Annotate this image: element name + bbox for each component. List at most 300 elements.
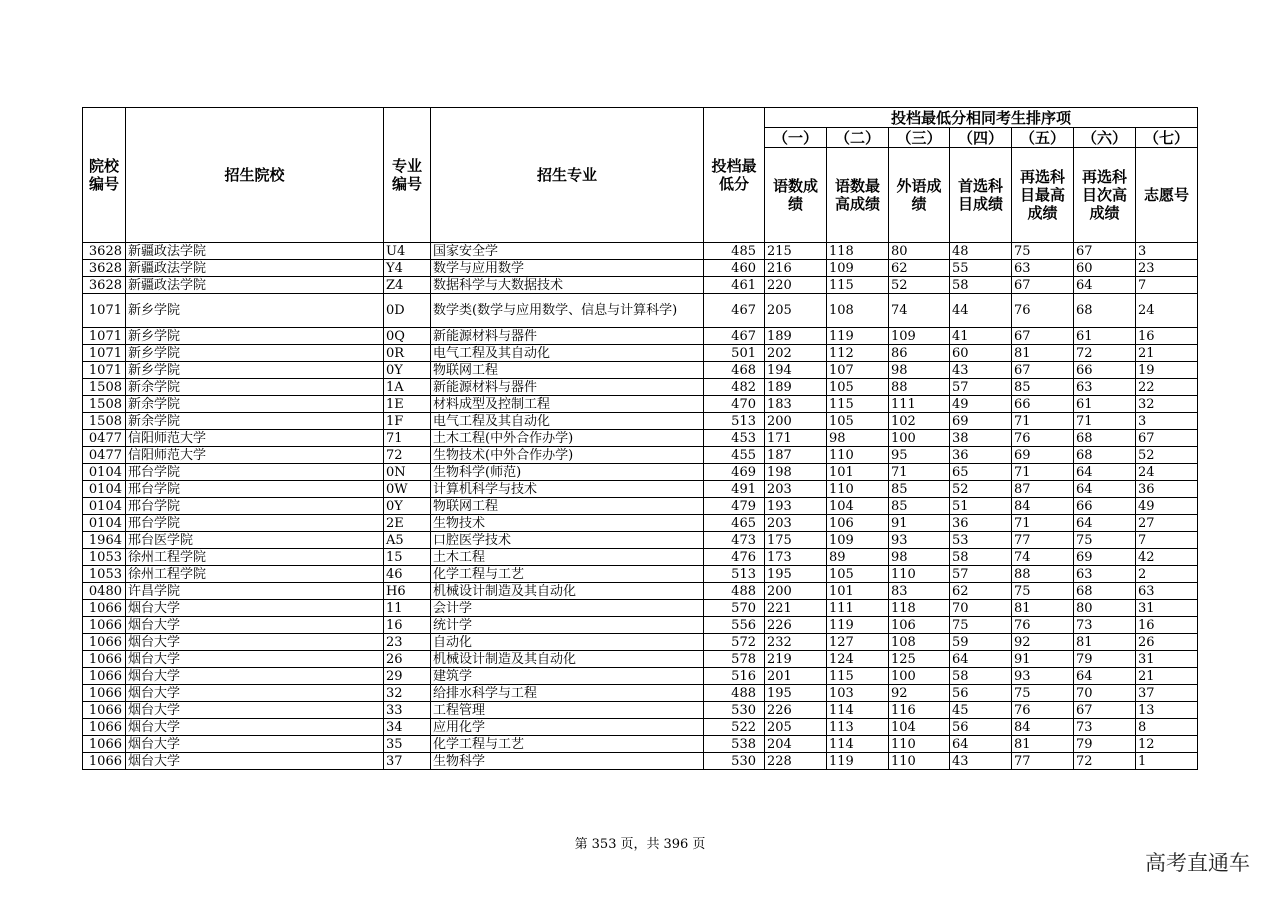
cell-min-score: 461	[704, 277, 765, 294]
cell-min-score: 469	[704, 464, 765, 481]
cell-tie-5: 84	[1012, 498, 1074, 515]
cell-school-code: 0104	[83, 515, 126, 532]
cell-tie-6: 63	[1074, 566, 1136, 583]
cell-major-name: 生物科学(师范)	[431, 464, 704, 481]
cell-tie-3: 83	[889, 583, 950, 600]
cell-min-score: 513	[704, 566, 765, 583]
cell-school-code: 0477	[83, 430, 126, 447]
cell-tie-1: 200	[765, 413, 827, 430]
table-row	[83, 362, 1198, 379]
cell-tie-5: 77	[1012, 532, 1074, 549]
cell-school-code: 3628	[83, 277, 126, 294]
cell-school-code: 0104	[83, 498, 126, 515]
cell-major-name: 生物科学	[431, 753, 704, 770]
cell-tie-1: 216	[765, 260, 827, 277]
cell-tie-3: 88	[889, 379, 950, 396]
cell-tie-1: 171	[765, 430, 827, 447]
cell-tie-7: 49	[1136, 498, 1198, 515]
cell-min-score: 468	[704, 362, 765, 379]
cell-tie-4: 58	[950, 668, 1012, 685]
cell-tie-5: 75	[1012, 243, 1074, 260]
cell-major-code: 0R	[384, 345, 431, 362]
cell-tie-4: 43	[950, 362, 1012, 379]
cell-school-name: 邢台学院	[126, 481, 384, 498]
cell-tie-3: 118	[889, 600, 950, 617]
cell-min-score: 470	[704, 396, 765, 413]
cell-major-name: 材料成型及控制工程	[431, 396, 704, 413]
cell-tie-2: 119	[827, 328, 889, 345]
cell-tie-4: 64	[950, 651, 1012, 668]
cell-tie-3: 125	[889, 651, 950, 668]
cell-tie-5: 93	[1012, 668, 1074, 685]
cell-tie-5: 76	[1012, 702, 1074, 719]
cell-min-score: 556	[704, 617, 765, 634]
cell-school-name: 烟台大学	[126, 702, 384, 719]
cell-tie-2: 105	[827, 413, 889, 430]
cell-tie-3: 74	[889, 294, 950, 328]
cell-tie-4: 45	[950, 702, 1012, 719]
cell-school-code: 1053	[83, 549, 126, 566]
cell-major-code: 0N	[384, 464, 431, 481]
cell-school-name: 新余学院	[126, 379, 384, 396]
cell-min-score: 491	[704, 481, 765, 498]
cell-major-name: 建筑学	[431, 668, 704, 685]
cell-tie-4: 69	[950, 413, 1012, 430]
cell-tie-7: 52	[1136, 447, 1198, 464]
cell-tie-4: 64	[950, 736, 1012, 753]
cell-tie-4: 56	[950, 719, 1012, 736]
cell-min-score: 572	[704, 634, 765, 651]
cell-school-name: 新余学院	[126, 396, 384, 413]
cell-tie-2: 118	[827, 243, 889, 260]
cell-tie-6: 79	[1074, 651, 1136, 668]
cell-min-score: 513	[704, 413, 765, 430]
header-tie-label-5: 再选科目最高成绩	[1012, 148, 1074, 243]
cell-major-code: 34	[384, 719, 431, 736]
cell-tie-3: 104	[889, 719, 950, 736]
cell-tie-4: 53	[950, 532, 1012, 549]
cell-tie-2: 113	[827, 719, 889, 736]
table-row	[83, 277, 1198, 294]
cell-school-name: 邢台医学院	[126, 532, 384, 549]
cell-tie-5: 81	[1012, 600, 1074, 617]
cell-major-code: 26	[384, 651, 431, 668]
cell-tie-2: 109	[827, 260, 889, 277]
table-row	[83, 515, 1198, 532]
cell-tie-7: 32	[1136, 396, 1198, 413]
cell-tie-1: 219	[765, 651, 827, 668]
cell-tie-3: 86	[889, 345, 950, 362]
table-row	[83, 260, 1198, 277]
cell-major-code: 71	[384, 430, 431, 447]
cell-tie-2: 107	[827, 362, 889, 379]
cell-major-name: 新能源材料与器件	[431, 379, 704, 396]
cell-tie-1: 202	[765, 345, 827, 362]
cell-tie-2: 112	[827, 345, 889, 362]
cell-major-code: 15	[384, 549, 431, 566]
cell-school-name: 新乡学院	[126, 294, 384, 328]
cell-tie-2: 119	[827, 617, 889, 634]
cell-school-code: 1053	[83, 566, 126, 583]
header-tie-group: 投档最低分相同考生排序项	[765, 108, 1198, 128]
table-row	[83, 294, 1198, 328]
cell-school-code: 0104	[83, 481, 126, 498]
cell-school-code: 1508	[83, 379, 126, 396]
table-row	[83, 413, 1198, 430]
table-row	[83, 600, 1198, 617]
cell-tie-2: 114	[827, 736, 889, 753]
cell-tie-7: 22	[1136, 379, 1198, 396]
cell-tie-2: 101	[827, 464, 889, 481]
cell-tie-4: 41	[950, 328, 1012, 345]
cell-tie-4: 70	[950, 600, 1012, 617]
cell-tie-4: 57	[950, 379, 1012, 396]
cell-major-name: 生物技术	[431, 515, 704, 532]
table-row	[83, 668, 1198, 685]
cell-min-score: 488	[704, 583, 765, 600]
cell-major-code: 0Y	[384, 498, 431, 515]
cell-tie-6: 64	[1074, 515, 1136, 532]
footer-page-number: 353	[591, 837, 617, 852]
cell-tie-3: 110	[889, 753, 950, 770]
table-row	[83, 464, 1198, 481]
cell-tie-2: 104	[827, 498, 889, 515]
cell-tie-6: 67	[1074, 702, 1136, 719]
cell-tie-2: 124	[827, 651, 889, 668]
cell-tie-5: 91	[1012, 651, 1074, 668]
cell-tie-3: 100	[889, 668, 950, 685]
cell-tie-7: 24	[1136, 294, 1198, 328]
cell-tie-3: 110	[889, 736, 950, 753]
cell-school-name: 烟台大学	[126, 685, 384, 702]
header-school-name: 招生院校	[126, 108, 384, 243]
cell-min-score: 516	[704, 668, 765, 685]
cell-school-code: 1071	[83, 294, 126, 328]
table-row	[83, 345, 1198, 362]
cell-school-code: 1066	[83, 634, 126, 651]
table-row	[83, 430, 1198, 447]
cell-major-code: 1F	[384, 413, 431, 430]
cell-school-name: 烟台大学	[126, 634, 384, 651]
cell-major-code: 0Y	[384, 362, 431, 379]
cell-school-code: 0477	[83, 447, 126, 464]
cell-tie-6: 70	[1074, 685, 1136, 702]
cell-min-score: 467	[704, 328, 765, 345]
cell-tie-1: 183	[765, 396, 827, 413]
cell-major-code: 0W	[384, 481, 431, 498]
table-row	[83, 447, 1198, 464]
header-tie-num-5: （五）	[1012, 128, 1074, 148]
cell-major-code: 37	[384, 753, 431, 770]
cell-major-code: Z4	[384, 277, 431, 294]
cell-school-code: 1071	[83, 362, 126, 379]
cell-tie-5: 66	[1012, 396, 1074, 413]
cell-tie-1: 215	[765, 243, 827, 260]
cell-major-name: 统计学	[431, 617, 704, 634]
cell-tie-7: 42	[1136, 549, 1198, 566]
cell-school-code: 0104	[83, 464, 126, 481]
cell-major-name: 机械设计制造及其自动化	[431, 583, 704, 600]
cell-school-code: 1066	[83, 600, 126, 617]
cell-school-name: 烟台大学	[126, 736, 384, 753]
header-tie-label-6: 再选科目次高成绩	[1074, 148, 1136, 243]
cell-tie-1: 187	[765, 447, 827, 464]
cell-min-score: 570	[704, 600, 765, 617]
cell-tie-7: 7	[1136, 277, 1198, 294]
cell-min-score: 467	[704, 294, 765, 328]
cell-tie-1: 232	[765, 634, 827, 651]
cell-tie-5: 75	[1012, 685, 1074, 702]
cell-school-code: 1071	[83, 328, 126, 345]
cell-school-name: 信阳师范大学	[126, 430, 384, 447]
cell-tie-4: 44	[950, 294, 1012, 328]
cell-school-name: 徐州工程学院	[126, 566, 384, 583]
cell-tie-7: 1	[1136, 753, 1198, 770]
cell-major-name: 会计学	[431, 600, 704, 617]
cell-tie-5: 92	[1012, 634, 1074, 651]
cell-tie-7: 67	[1136, 430, 1198, 447]
table-row	[83, 634, 1198, 651]
cell-tie-3: 109	[889, 328, 950, 345]
cell-tie-4: 38	[950, 430, 1012, 447]
cell-tie-7: 31	[1136, 600, 1198, 617]
cell-tie-6: 61	[1074, 328, 1136, 345]
cell-tie-2: 119	[827, 753, 889, 770]
cell-tie-4: 52	[950, 481, 1012, 498]
header-tie-label-1: 语数成绩	[765, 148, 827, 243]
cell-school-code: 1964	[83, 532, 126, 549]
cell-tie-3: 71	[889, 464, 950, 481]
cell-tie-1: 189	[765, 328, 827, 345]
table-row	[83, 753, 1198, 770]
cell-major-name: 口腔医学技术	[431, 532, 704, 549]
cell-major-name: 工程管理	[431, 702, 704, 719]
cell-min-score: 578	[704, 651, 765, 668]
cell-tie-7: 21	[1136, 345, 1198, 362]
table-row	[83, 583, 1198, 600]
cell-school-name: 邢台学院	[126, 498, 384, 515]
cell-tie-2: 101	[827, 583, 889, 600]
cell-tie-5: 67	[1012, 328, 1074, 345]
cell-tie-5: 84	[1012, 719, 1074, 736]
cell-major-code: 29	[384, 668, 431, 685]
cell-school-name: 新疆政法学院	[126, 243, 384, 260]
header-tie-num-2: （二）	[827, 128, 889, 148]
cell-school-name: 烟台大学	[126, 600, 384, 617]
cell-tie-6: 69	[1074, 549, 1136, 566]
cell-tie-6: 73	[1074, 719, 1136, 736]
cell-tie-6: 72	[1074, 345, 1136, 362]
cell-school-name: 烟台大学	[126, 651, 384, 668]
cell-tie-4: 60	[950, 345, 1012, 362]
cell-tie-2: 105	[827, 566, 889, 583]
table-row	[83, 719, 1198, 736]
table-row	[83, 736, 1198, 753]
cell-tie-7: 3	[1136, 413, 1198, 430]
cell-tie-6: 66	[1074, 498, 1136, 515]
cell-min-score: 476	[704, 549, 765, 566]
cell-tie-7: 7	[1136, 532, 1198, 549]
cell-school-name: 邢台学院	[126, 515, 384, 532]
cell-major-name: 化学工程与工艺	[431, 566, 704, 583]
cell-tie-4: 59	[950, 634, 1012, 651]
cell-tie-5: 76	[1012, 294, 1074, 328]
cell-tie-6: 68	[1074, 447, 1136, 464]
cell-tie-6: 79	[1074, 736, 1136, 753]
cell-tie-6: 64	[1074, 277, 1136, 294]
table-row	[83, 702, 1198, 719]
cell-tie-1: 205	[765, 294, 827, 328]
cell-min-score: 522	[704, 719, 765, 736]
cell-tie-6: 72	[1074, 753, 1136, 770]
cell-tie-4: 56	[950, 685, 1012, 702]
cell-school-name: 徐州工程学院	[126, 549, 384, 566]
cell-tie-2: 115	[827, 396, 889, 413]
cell-tie-2: 127	[827, 634, 889, 651]
cell-major-name: 数学类(数学与应用数学、信息与计算科学)	[431, 294, 704, 328]
header-tie-label-4: 首选科目成绩	[950, 148, 1012, 243]
cell-tie-4: 62	[950, 583, 1012, 600]
cell-tie-3: 111	[889, 396, 950, 413]
cell-tie-7: 16	[1136, 328, 1198, 345]
cell-major-code: 16	[384, 617, 431, 634]
cell-major-name: 给排水科学与工程	[431, 685, 704, 702]
cell-tie-1: 226	[765, 702, 827, 719]
cell-min-score: 530	[704, 702, 765, 719]
cell-tie-6: 61	[1074, 396, 1136, 413]
cell-tie-3: 91	[889, 515, 950, 532]
cell-tie-7: 16	[1136, 617, 1198, 634]
table-row	[83, 549, 1198, 566]
cell-major-code: A5	[384, 532, 431, 549]
cell-min-score: 482	[704, 379, 765, 396]
cell-major-code: Y4	[384, 260, 431, 277]
cell-min-score: 460	[704, 260, 765, 277]
cell-tie-7: 27	[1136, 515, 1198, 532]
cell-min-score: 538	[704, 736, 765, 753]
cell-major-name: 自动化	[431, 634, 704, 651]
header-tie-num-1: （一）	[765, 128, 827, 148]
cell-school-code: 1071	[83, 345, 126, 362]
cell-tie-6: 63	[1074, 379, 1136, 396]
cell-tie-3: 98	[889, 549, 950, 566]
table-row	[83, 481, 1198, 498]
cell-tie-6: 71	[1074, 413, 1136, 430]
cell-major-name: 生物技术(中外合作办学)	[431, 447, 704, 464]
cell-tie-2: 89	[827, 549, 889, 566]
cell-tie-1: 220	[765, 277, 827, 294]
cell-tie-6: 80	[1074, 600, 1136, 617]
cell-tie-5: 67	[1012, 277, 1074, 294]
cell-tie-1: 203	[765, 515, 827, 532]
cell-min-score: 530	[704, 753, 765, 770]
cell-tie-5: 77	[1012, 753, 1074, 770]
cell-tie-3: 106	[889, 617, 950, 634]
cell-tie-6: 64	[1074, 481, 1136, 498]
cell-major-name: 土木工程(中外合作办学)	[431, 430, 704, 447]
table-row	[83, 532, 1198, 549]
table-row	[83, 617, 1198, 634]
header-tie-num-4: （四）	[950, 128, 1012, 148]
cell-tie-2: 114	[827, 702, 889, 719]
cell-tie-4: 55	[950, 260, 1012, 277]
cell-tie-2: 115	[827, 668, 889, 685]
cell-tie-4: 57	[950, 566, 1012, 583]
footer-mid: 页，共	[620, 837, 660, 852]
cell-major-code: 2E	[384, 515, 431, 532]
cell-tie-1: 195	[765, 566, 827, 583]
cell-school-name: 新余学院	[126, 413, 384, 430]
cell-min-score: 485	[704, 243, 765, 260]
cell-tie-1: 204	[765, 736, 827, 753]
cell-tie-2: 103	[827, 685, 889, 702]
cell-tie-1: 175	[765, 532, 827, 549]
cell-tie-1: 194	[765, 362, 827, 379]
cell-min-score: 488	[704, 685, 765, 702]
cell-school-name: 新乡学院	[126, 362, 384, 379]
cell-min-score: 501	[704, 345, 765, 362]
cell-tie-7: 36	[1136, 481, 1198, 498]
cell-major-code: 32	[384, 685, 431, 702]
cell-tie-3: 110	[889, 566, 950, 583]
cell-school-code: 1066	[83, 702, 126, 719]
cell-tie-6: 60	[1074, 260, 1136, 277]
cell-school-code: 1066	[83, 685, 126, 702]
cell-tie-3: 92	[889, 685, 950, 702]
cell-tie-5: 71	[1012, 413, 1074, 430]
cell-school-code: 1508	[83, 396, 126, 413]
cell-tie-2: 106	[827, 515, 889, 532]
cell-major-name: 数学与应用数学	[431, 260, 704, 277]
cell-tie-3: 100	[889, 430, 950, 447]
cell-tie-7: 26	[1136, 634, 1198, 651]
header-tie-num-7: （七）	[1136, 128, 1198, 148]
table-row	[83, 396, 1198, 413]
table-row	[83, 685, 1198, 702]
cell-major-name: 物联网工程	[431, 362, 704, 379]
cell-tie-1: 203	[765, 481, 827, 498]
cell-tie-4: 58	[950, 277, 1012, 294]
cell-school-name: 烟台大学	[126, 617, 384, 634]
cell-school-name: 邢台学院	[126, 464, 384, 481]
cell-tie-5: 81	[1012, 736, 1074, 753]
table-row	[83, 243, 1198, 260]
cell-tie-4: 43	[950, 753, 1012, 770]
cell-tie-1: 173	[765, 549, 827, 566]
cell-tie-2: 105	[827, 379, 889, 396]
cell-tie-2: 115	[827, 277, 889, 294]
cell-major-name: 物联网工程	[431, 498, 704, 515]
cell-tie-6: 64	[1074, 464, 1136, 481]
cell-tie-7: 37	[1136, 685, 1198, 702]
cell-tie-3: 108	[889, 634, 950, 651]
cell-tie-2: 110	[827, 447, 889, 464]
header-tie-num-3: （三）	[889, 128, 950, 148]
cell-major-name: 土木工程	[431, 549, 704, 566]
cell-tie-6: 68	[1074, 294, 1136, 328]
cell-school-name: 烟台大学	[126, 719, 384, 736]
header-tie-label-2: 语数最高成绩	[827, 148, 889, 243]
cell-tie-7: 19	[1136, 362, 1198, 379]
cell-tie-4: 36	[950, 515, 1012, 532]
cell-tie-6: 66	[1074, 362, 1136, 379]
cell-school-name: 新乡学院	[126, 328, 384, 345]
cell-min-score: 455	[704, 447, 765, 464]
cell-tie-3: 93	[889, 532, 950, 549]
cell-tie-4: 36	[950, 447, 1012, 464]
cell-tie-5: 88	[1012, 566, 1074, 583]
cell-tie-4: 65	[950, 464, 1012, 481]
